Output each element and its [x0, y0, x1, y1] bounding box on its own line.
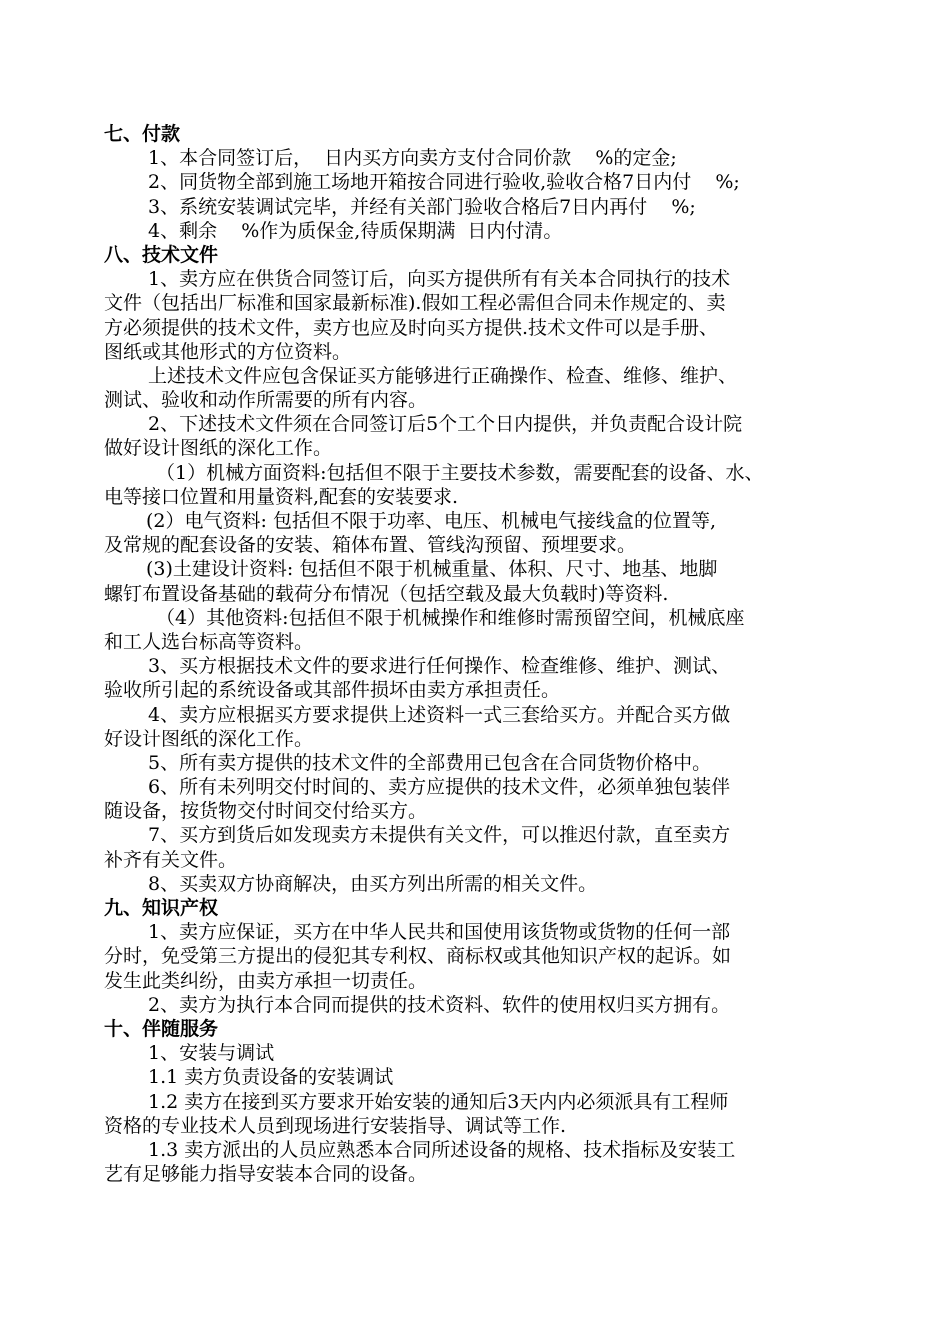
paragraph-line: (2）电气资料: 包括但不限于功率、电压、机械电气接线盒的位置等, — [146, 510, 716, 532]
paragraph-line: 5、所有卖方提供的技术文件的全部费用已包含在合同货物价格中。 — [148, 751, 712, 774]
paragraph-line: 及常规的配套设备的安装、箱体布置、管线沟预留、预埋要求。 — [104, 534, 637, 557]
paragraph-line: 1.1 卖方负责设备的安装调试 — [148, 1066, 394, 1089]
paragraph-line: 做好设计图纸的深化工作。 — [104, 437, 333, 460]
paragraph-line: 分时，免受第三方提出的侵犯其专利权、商标权或其他知识产权的起诉。如 — [104, 945, 732, 968]
section-heading: 十、伴随服务 — [104, 1017, 219, 1040]
paragraph-line: 发生此类纠纷，由卖方承担一切责任。 — [104, 969, 428, 992]
section-heading: 九、知识产权 — [104, 897, 219, 919]
paragraph-line: （1）机械方面资料:包括但不限于主要技术参数，需要配套的设备、水、 — [156, 461, 764, 484]
paragraph-line: 8、买卖双方协商解决，由买方列出所需的相关文件。 — [148, 872, 598, 895]
paragraph-line: 方必须提供的技术文件，卖方也应及时向买方提供.技术文件可以是手册、 — [104, 316, 719, 339]
paragraph-line: 验收所引起的系统设备或其部件损坏由卖方承担责任。 — [104, 679, 561, 702]
paragraph-line: 1、卖方应保证，买方在中华人民共和国使用该货物或货物的任何一部 — [148, 921, 731, 944]
paragraph-line: 1、安装与调试 — [148, 1042, 275, 1065]
paragraph-line: 图纸或其他形式的方位资料。 — [104, 340, 352, 363]
contract-page — [104, 122, 856, 1186]
paragraph-line: 1.3 卖方派出的人员应熟悉本合同所述设备的规格、技术指标及安装工 — [148, 1138, 736, 1161]
section-heading: 八、技术文件 — [104, 243, 219, 266]
paragraph-line: 4、剩余 %作为质保金,待质保期满 日内付清。 — [148, 219, 563, 242]
paragraph-line: 2、卖方为执行本合同而提供的技术资料、软件的使用权归买方拥有。 — [148, 993, 731, 1016]
paragraph-line: 测试、验收和动作所需要的所有内容。 — [104, 389, 428, 412]
paragraph-line: 补齐有关文件。 — [104, 848, 238, 871]
paragraph-line: 4、卖方应根据买方要求提供上述资料一式三套给买方。并配合买方做 — [148, 703, 731, 726]
paragraph-line: 螺钉布置设备基础的载荷分布情况（包括空载及最大负载时)等资料. — [104, 582, 669, 605]
paragraph-line: 好设计图纸的深化工作。 — [104, 727, 314, 750]
paragraph-line: 2、下述技术文件须在合同签订后5个工个日内提供，并负责配合设计院 — [148, 413, 743, 436]
paragraph-line: 和工人选台标高等资料。 — [104, 630, 314, 653]
paragraph-line: 1.2 卖方在接到买方要求开始安装的通知后3天内内必须派具有工程师 — [148, 1090, 729, 1113]
paragraph-line: 文件（包括出厂标准和国家最新标准).假如工程必需但合同未作规定的、卖 — [104, 292, 726, 315]
paragraph-line: 随设备，按货物交付时间交付给买方。 — [104, 800, 428, 823]
paragraph-line: （4）其他资料:包括但不限于机械操作和维修时需预留空间，机械底座 — [156, 606, 745, 629]
section-heading: 七、付款 — [104, 123, 181, 145]
paragraph-line: 3、买方根据技术文件的要求进行任何操作、检查维修、维护、测试、 — [148, 655, 731, 678]
paragraph-line: 1、卖方应在供货合同签订后，向买方提供所有有关本合同执行的技术 — [148, 268, 731, 291]
paragraph-line: 1、本合同签订后， 日内买方向卖方支付合同价款 %的定金; — [148, 147, 677, 170]
paragraph-line: 上述技术文件应包含保证买方能够进行正确操作、检查、维修、维护、 — [148, 364, 738, 387]
paragraph-line: (3)土建设计资料: 包括但不限于机械重量、体积、尺寸、地基、地脚 — [146, 558, 718, 581]
paragraph-line: 电等接口位置和用量资料,配套的安装要求. — [104, 485, 459, 508]
paragraph-line: 艺有足够能力指导安装本合同的设备。 — [104, 1163, 428, 1186]
paragraph-line: 6、所有未列明交付时间的、卖方应提供的技术文件，必须单独包装伴 — [148, 776, 731, 799]
paragraph-line: 3、系统安装调试完毕，并经有关部门验收合格后7日内再付 %; — [148, 195, 696, 218]
paragraph-line: 资格的专业技术人员到现场进行安装指导、调试等工作. — [104, 1114, 567, 1137]
paragraph-line: 7、买方到货后如发现卖方未提供有关文件，可以推迟付款，直至卖方 — [148, 824, 731, 847]
paragraph-line: 2、同货物全部到施工场地开箱按合同进行验收,验收合格7日内付 %; — [148, 171, 740, 194]
